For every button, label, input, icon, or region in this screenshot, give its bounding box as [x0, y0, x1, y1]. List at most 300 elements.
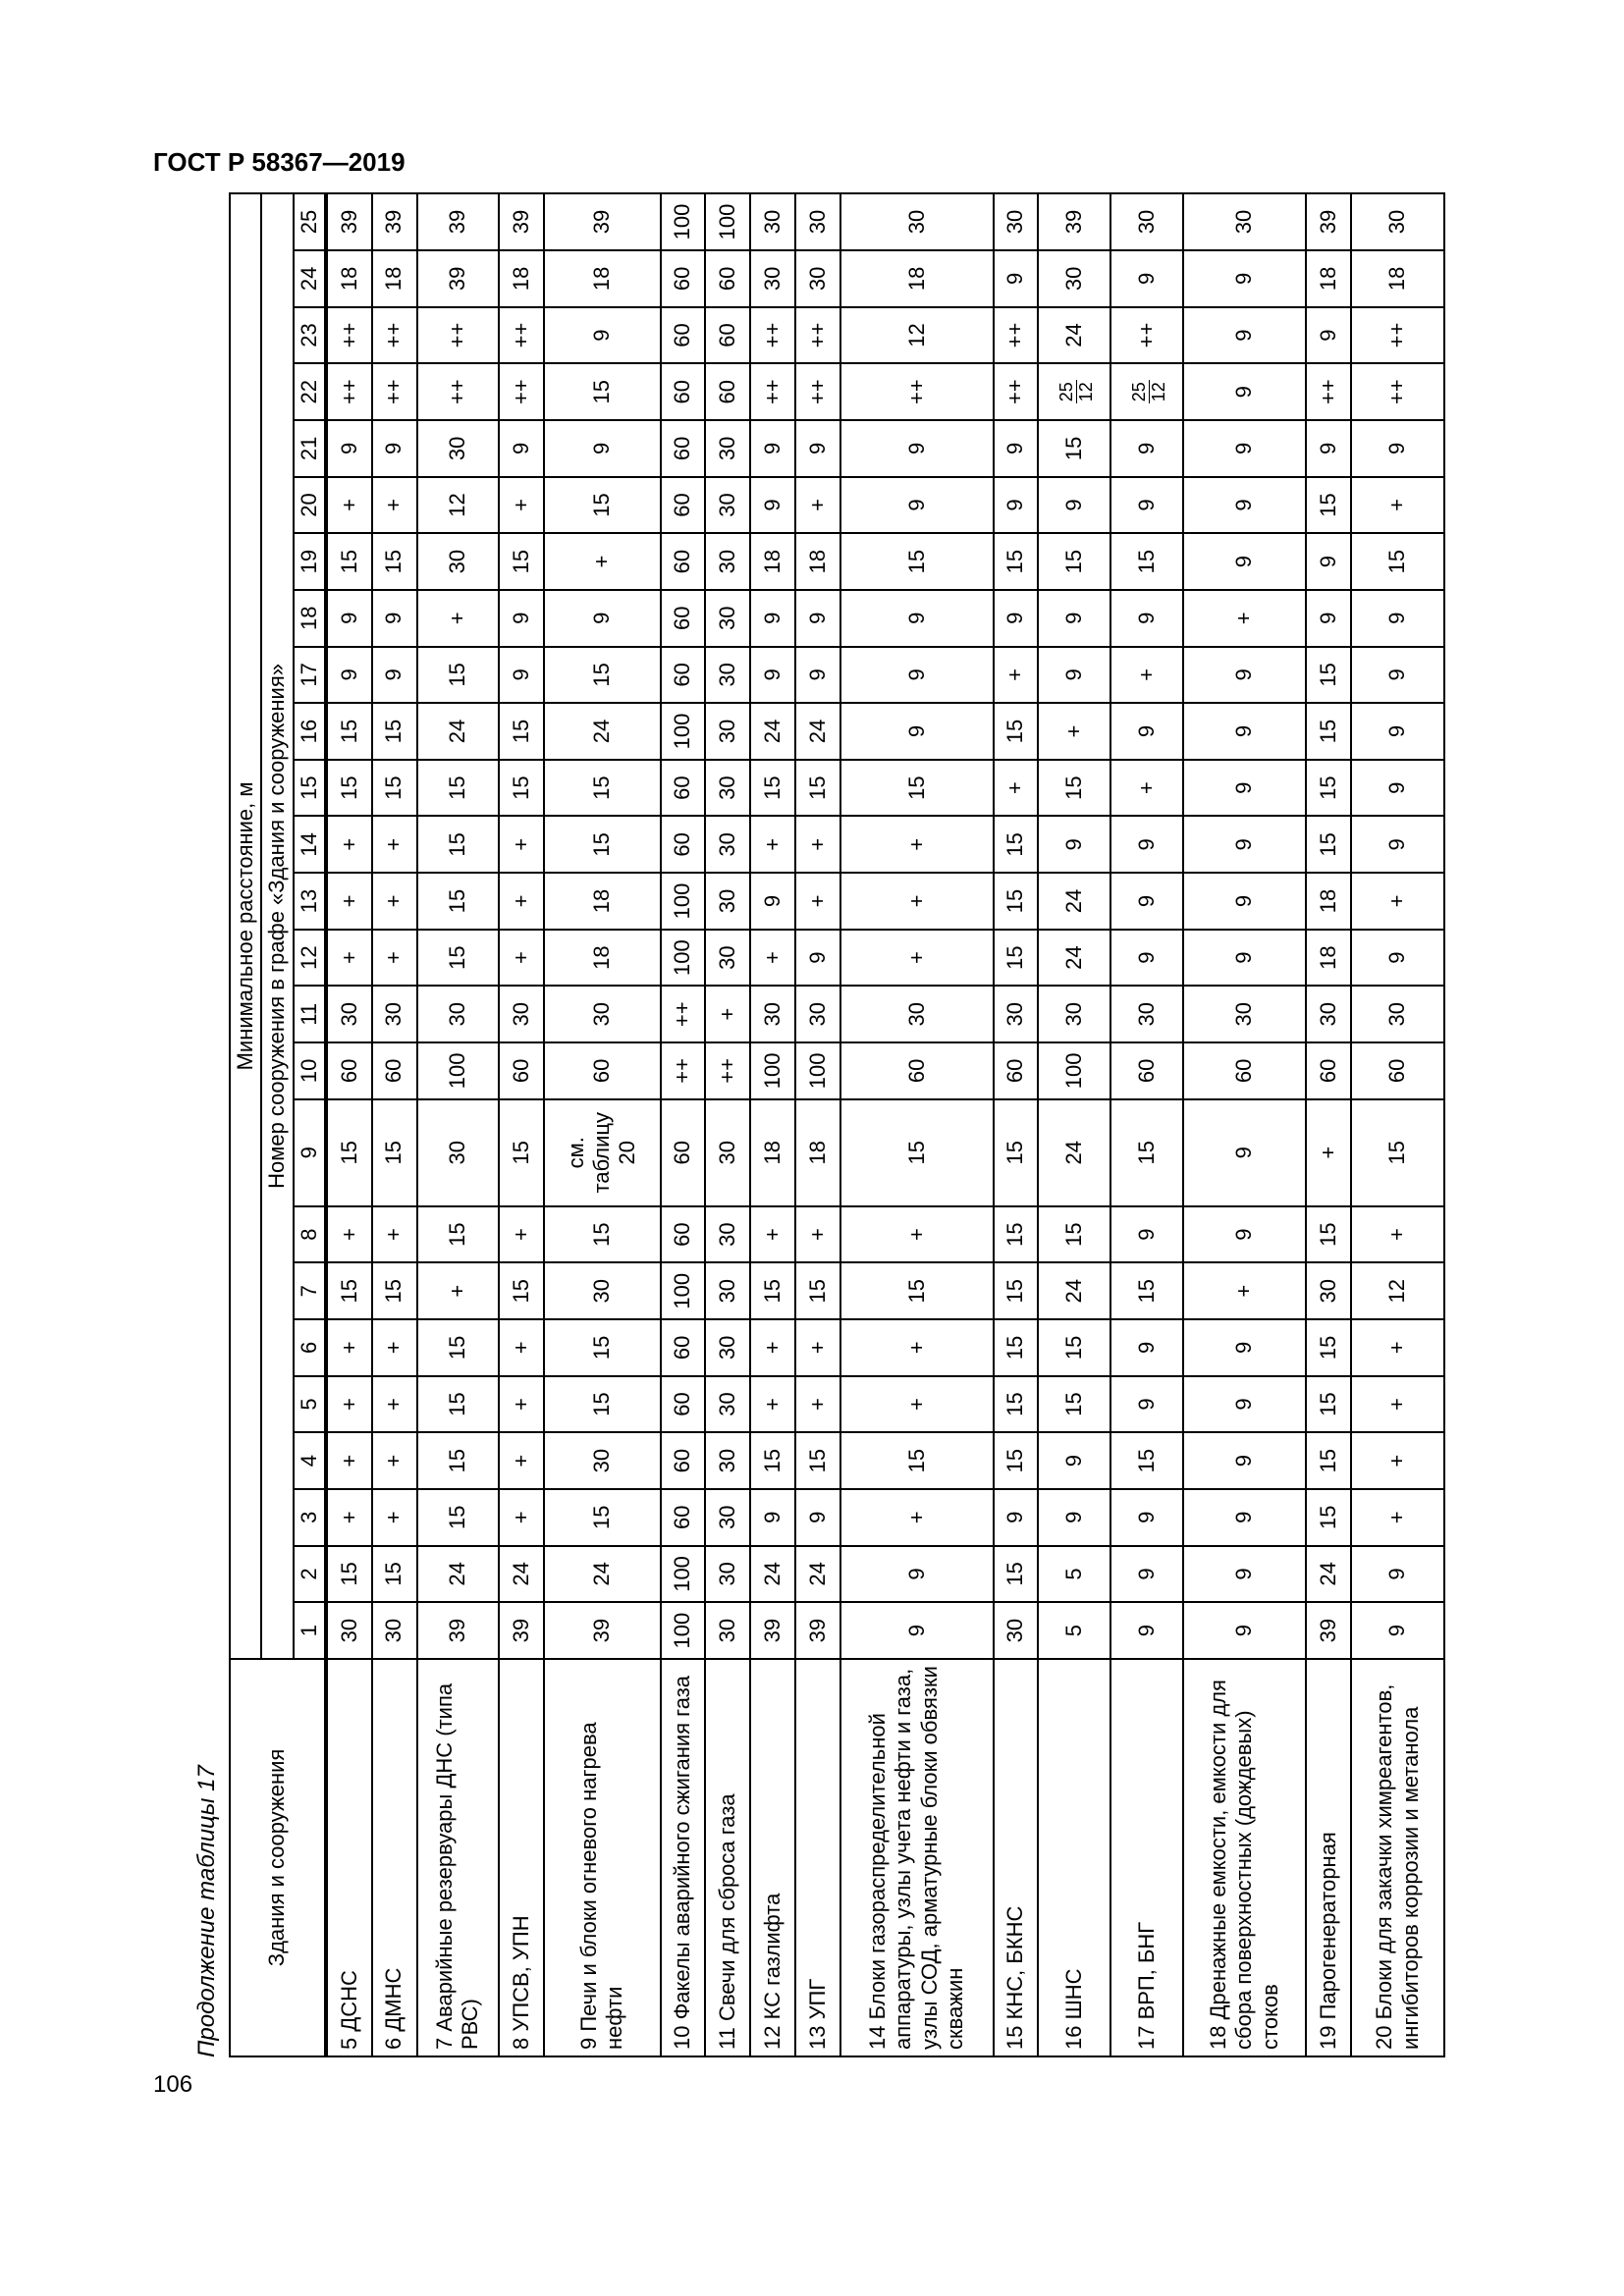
- table-cell: 15: [326, 1099, 371, 1206]
- table-cell: 30: [705, 1602, 750, 1659]
- table-cell: +: [544, 533, 661, 590]
- table-cell: 9: [1351, 420, 1444, 477]
- table-cell: 9: [1183, 1376, 1306, 1433]
- table-cell: 18: [750, 1099, 795, 1206]
- table-cell: 60: [661, 420, 706, 477]
- table-cell: 24: [795, 1546, 840, 1603]
- table-cell: 15: [499, 760, 544, 817]
- table-cell: +: [795, 1376, 840, 1433]
- table-cell: 9: [1183, 533, 1306, 590]
- table-cell: 15: [750, 1262, 795, 1319]
- table-cell: 30: [705, 760, 750, 817]
- table-cell: 30: [705, 1262, 750, 1319]
- table-cell: 9: [840, 647, 993, 704]
- table-cell: 15: [544, 1376, 661, 1433]
- row-label: 20 Блоки для закачки химреагентов, ингибиторов коррозии и метанола: [1351, 1659, 1444, 2056]
- table-cell: 15: [994, 930, 1039, 987]
- table-cell: 9: [840, 703, 993, 760]
- table-cell: ++: [499, 363, 544, 420]
- table-cell: 24: [417, 1546, 500, 1603]
- table-cell: ++: [372, 363, 417, 420]
- row-label: 19 Парогенераторная: [1306, 1659, 1351, 2056]
- table-cell: 18: [1351, 250, 1444, 307]
- table-cell: 15: [417, 647, 500, 704]
- table-cell: 15: [994, 1262, 1039, 1319]
- row-label: 9 Печи и блоки огневого нагрева нефти: [544, 1659, 661, 2056]
- column-number-header: 11: [294, 986, 326, 1042]
- table-cell: +: [326, 930, 371, 987]
- table-cell: +: [499, 1206, 544, 1263]
- table-cell: 60: [705, 307, 750, 364]
- group-header: Минимальное расстояние, м: [230, 193, 261, 1659]
- table-cell: 9: [372, 590, 417, 647]
- table-cell: 15: [417, 930, 500, 987]
- table-cell: 15: [1038, 533, 1110, 590]
- column-number-header: 23: [294, 307, 326, 364]
- table-cell: 15: [1110, 1262, 1183, 1319]
- table-cell: 30: [705, 477, 750, 534]
- table-cell: 9: [1183, 817, 1306, 874]
- column-number-header: 3: [294, 1489, 326, 1546]
- table-cell: 9: [1038, 590, 1110, 647]
- column-number-header: 14: [294, 817, 326, 874]
- distance-table: [229, 192, 1445, 2057]
- table-cell: +: [499, 1489, 544, 1546]
- table-cell: 30: [544, 1432, 661, 1489]
- table-cell: 9: [1351, 647, 1444, 704]
- column-number-header: 19: [294, 533, 326, 590]
- table-cell: 9: [795, 420, 840, 477]
- fraction-denominator: 12: [1149, 382, 1169, 402]
- table-cell: 9: [1110, 873, 1183, 930]
- table-cell: +: [326, 1376, 371, 1433]
- table-cell: 30: [705, 873, 750, 930]
- table-row: [1306, 193, 1351, 2056]
- table-cell: 9: [1183, 1206, 1306, 1263]
- table-cell: 9: [544, 307, 661, 364]
- table-cell: 9: [840, 477, 993, 534]
- table-cell: 30: [705, 1546, 750, 1603]
- table-cell: 9: [1183, 477, 1306, 534]
- table-cell: 9: [1351, 930, 1444, 987]
- table-caption: Продолжение таблицы 17: [193, 1765, 220, 2057]
- row-label: 11 Свечи для сброса газа: [705, 1659, 750, 2056]
- table-cell: 18: [795, 1099, 840, 1206]
- table-cell: [1110, 363, 1183, 420]
- column-number-header: 6: [294, 1319, 326, 1376]
- column-number-header: 22: [294, 363, 326, 420]
- row-label: 18 Дренажные емкости, емкости для сбора поверхностных (дождевых) стоков: [1183, 1659, 1306, 2056]
- table-row: [326, 193, 371, 2056]
- table-cell: 9: [795, 930, 840, 987]
- table-cell: 60: [372, 1042, 417, 1099]
- table-cell: 39: [417, 1602, 500, 1659]
- table-cell: ++: [705, 1042, 750, 1099]
- table-cell: +: [372, 817, 417, 874]
- table-cell: 60: [661, 1319, 706, 1376]
- table-cell: ++: [795, 363, 840, 420]
- column-number-header: 13: [294, 873, 326, 930]
- table-cell: 15: [750, 1432, 795, 1489]
- table-cell: 15: [417, 817, 500, 874]
- table-cell: 24: [1306, 1546, 1351, 1603]
- table-cell: +: [1183, 1262, 1306, 1319]
- table-cell: +: [840, 1489, 993, 1546]
- column-number-header: 25: [294, 193, 326, 250]
- table-cell: 30: [750, 193, 795, 250]
- table-cell: 60: [661, 647, 706, 704]
- table-cell: 30: [994, 193, 1039, 250]
- table-cell: 100: [750, 1042, 795, 1099]
- table-cell: 9: [1183, 307, 1306, 364]
- table-cell: +: [326, 1206, 371, 1263]
- table-cell: 30: [705, 930, 750, 987]
- table-cell: 15: [994, 533, 1039, 590]
- table-cell: 15: [417, 1206, 500, 1263]
- corner-header: Здания и сооружения: [230, 1659, 326, 2056]
- table-cell: 30: [326, 1602, 371, 1659]
- table-cell: 9: [994, 590, 1039, 647]
- table-cell: ++: [750, 363, 795, 420]
- table-cell: 15: [994, 703, 1039, 760]
- table-cell: 9: [795, 1489, 840, 1546]
- table-cell: 15: [994, 873, 1039, 930]
- row-label: 12 КС газлифта: [750, 1659, 795, 2056]
- table-cell: 18: [1306, 873, 1351, 930]
- table-cell: 15: [1306, 1206, 1351, 1263]
- table-cell: 24: [417, 703, 500, 760]
- column-number-header: 16: [294, 703, 326, 760]
- table-cell: 9: [1110, 1206, 1183, 1263]
- table-cell: 9: [1351, 703, 1444, 760]
- table-cell: 9: [1110, 1376, 1183, 1433]
- table-row: [417, 193, 500, 2056]
- table-cell: 15: [994, 817, 1039, 874]
- table-cell: 30: [840, 986, 993, 1042]
- column-number-header: 12: [294, 930, 326, 987]
- table-cell: +: [499, 477, 544, 534]
- table-cell: 9: [1038, 477, 1110, 534]
- table-cell: 9: [326, 590, 371, 647]
- table-cell: 30: [1183, 193, 1306, 250]
- table-cell: 60: [1306, 1042, 1351, 1099]
- table-cell: 18: [544, 930, 661, 987]
- table-cell: 15: [1038, 760, 1110, 817]
- table-cell: 30: [417, 533, 500, 590]
- table-cell: 100: [1038, 1042, 1110, 1099]
- table-cell: 60: [661, 1376, 706, 1433]
- table-cell: 9: [1183, 1489, 1306, 1546]
- table-cell: 9: [499, 420, 544, 477]
- table-cell: 60: [661, 817, 706, 874]
- table-cell: 15: [1306, 760, 1351, 817]
- table-cell: 60: [499, 1042, 544, 1099]
- table-cell: +: [1183, 590, 1306, 647]
- table-cell: 9: [1110, 1489, 1183, 1546]
- table-cell: 15: [326, 533, 371, 590]
- table-cell: +: [795, 477, 840, 534]
- table-cell: +: [1351, 1206, 1444, 1263]
- table-cell: 30: [1183, 986, 1306, 1042]
- table-cell: 9: [1183, 1546, 1306, 1603]
- table-cell: 15: [499, 703, 544, 760]
- table-cell: 100: [661, 1262, 706, 1319]
- table-cell: ++: [1351, 363, 1444, 420]
- table-cell: +: [372, 873, 417, 930]
- table-cell: 15: [544, 363, 661, 420]
- table-cell: +: [1351, 1376, 1444, 1433]
- fraction-value: [1130, 380, 1168, 403]
- table-cell: 60: [1183, 1042, 1306, 1099]
- table-cell: 30: [705, 817, 750, 874]
- table-cell: 30: [840, 193, 993, 250]
- table-cell: 100: [661, 1602, 706, 1659]
- table-cell: 15: [1110, 1099, 1183, 1206]
- table-cell: 24: [795, 703, 840, 760]
- table-cell: 9: [795, 590, 840, 647]
- table-cell: 9: [372, 420, 417, 477]
- table-cell: 9: [1110, 703, 1183, 760]
- table-cell: 9: [994, 477, 1039, 534]
- table-cell: 15: [499, 1262, 544, 1319]
- table-cell: 15: [1306, 1319, 1351, 1376]
- table-cell: 30: [705, 1206, 750, 1263]
- table-cell: +: [326, 873, 371, 930]
- table-cell: 15: [840, 760, 993, 817]
- table-cell: +: [372, 477, 417, 534]
- table-row: [544, 193, 661, 2056]
- table-cell: 15: [1306, 817, 1351, 874]
- table-body: [326, 193, 1444, 2056]
- table-cell: 9: [840, 1546, 993, 1603]
- table-cell: 9: [544, 420, 661, 477]
- table-cell: 9: [750, 420, 795, 477]
- table-cell: 30: [1110, 986, 1183, 1042]
- table-head: [230, 193, 326, 2056]
- table-cell: [1038, 363, 1110, 420]
- table-cell: 18: [544, 873, 661, 930]
- table-cell: 18: [750, 533, 795, 590]
- table-cell: 9: [1183, 420, 1306, 477]
- table-cell: 9: [840, 590, 993, 647]
- table-cell: 15: [544, 647, 661, 704]
- table-cell: 60: [661, 250, 706, 307]
- table-cell: 15: [499, 1099, 544, 1206]
- table-cell: 24: [1038, 1262, 1110, 1319]
- table-cell: 9: [1351, 590, 1444, 647]
- table-cell: +: [1351, 477, 1444, 534]
- row-label: 14 Блоки газораспределительной аппаратуры, узлы учета нефти и газа, узлы СОД, арматурные блоки обвязки скважин: [840, 1659, 993, 2056]
- table-cell: 39: [544, 1602, 661, 1659]
- table-cell: +: [795, 817, 840, 874]
- column-number-header: 5: [294, 1376, 326, 1433]
- table-cell: 12: [840, 307, 993, 364]
- table-cell: 9: [1110, 420, 1183, 477]
- table-cell: 30: [1038, 250, 1110, 307]
- table-cell: ++: [326, 363, 371, 420]
- table-cell: 15: [1306, 1376, 1351, 1433]
- table-row: [705, 193, 750, 2056]
- table-cell: +: [840, 1376, 993, 1433]
- table-cell: см. таблицу 20: [544, 1099, 661, 1206]
- table-cell: ++: [499, 307, 544, 364]
- table-row: [1110, 193, 1183, 2056]
- table-cell: 9: [750, 1489, 795, 1546]
- table-cell: 5: [1038, 1546, 1110, 1603]
- table-cell: ++: [661, 986, 706, 1042]
- document-header: ГОСТ Р 58367—2019: [153, 147, 406, 177]
- table-cell: 24: [1038, 1099, 1110, 1206]
- table-cell: 15: [326, 1262, 371, 1319]
- table-cell: 9: [1306, 307, 1351, 364]
- table-cell: 30: [705, 1376, 750, 1433]
- table-cell: 15: [840, 1099, 993, 1206]
- table-cell: 39: [417, 250, 500, 307]
- table-cell: 60: [661, 1489, 706, 1546]
- table-cell: +: [750, 930, 795, 987]
- table-cell: 9: [994, 250, 1039, 307]
- column-number-header: 24: [294, 250, 326, 307]
- table-cell: +: [372, 1376, 417, 1433]
- table-cell: 9: [1110, 590, 1183, 647]
- table-cell: +: [840, 1319, 993, 1376]
- table-cell: 9: [750, 873, 795, 930]
- table-cell: 39: [326, 193, 371, 250]
- row-label: 7 Аварийные резервуары ДНС (типа РВС): [417, 1659, 500, 2056]
- table-cell: 9: [1183, 1099, 1306, 1206]
- table-cell: 15: [1038, 420, 1110, 477]
- table-cell: 15: [326, 1546, 371, 1603]
- table-cell: 9: [1306, 533, 1351, 590]
- row-label: 17 ВРП, БНГ: [1110, 1659, 1183, 2056]
- table-cell: 15: [1351, 533, 1444, 590]
- table-cell: +: [417, 1262, 500, 1319]
- table-cell: 9: [1038, 1489, 1110, 1546]
- table-cell: 30: [750, 986, 795, 1042]
- fraction-value: [1057, 380, 1096, 403]
- table-cell: ++: [417, 363, 500, 420]
- column-number-header: 7: [294, 1262, 326, 1319]
- table-cell: +: [1351, 1319, 1444, 1376]
- column-number-header: 4: [294, 1432, 326, 1489]
- table-cell: +: [499, 930, 544, 987]
- table-cell: 9: [1183, 647, 1306, 704]
- table-cell: +: [372, 1432, 417, 1489]
- table-cell: 9: [750, 477, 795, 534]
- table-cell: ++: [795, 307, 840, 364]
- table-cell: +: [840, 930, 993, 987]
- table-cell: 9: [1110, 1546, 1183, 1603]
- table-cell: 15: [840, 533, 993, 590]
- table-cell: 30: [1351, 986, 1444, 1042]
- table-cell: 18: [326, 250, 371, 307]
- table-cell: +: [1110, 647, 1183, 704]
- table-cell: 60: [661, 590, 706, 647]
- table-cell: +: [372, 930, 417, 987]
- table-cell: 100: [417, 1042, 500, 1099]
- table-cell: 60: [661, 307, 706, 364]
- table-cell: 15: [994, 1432, 1039, 1489]
- table-cell: 15: [372, 1099, 417, 1206]
- table-cell: 60: [661, 363, 706, 420]
- table-cell: 15: [544, 477, 661, 534]
- table-cell: +: [795, 1206, 840, 1263]
- table-cell: 9: [1038, 1432, 1110, 1489]
- table-cell: 9: [1351, 1546, 1444, 1603]
- table-cell: 9: [1183, 1602, 1306, 1659]
- table-cell: 24: [1038, 873, 1110, 930]
- row-label: 16 ШНС: [1038, 1659, 1110, 2056]
- table-cell: 18: [499, 250, 544, 307]
- table-cell: 30: [705, 420, 750, 477]
- table-cell: ++: [994, 363, 1039, 420]
- table-cell: 24: [750, 1546, 795, 1603]
- table-cell: ++: [1110, 307, 1183, 364]
- table-cell: 24: [544, 703, 661, 760]
- row-label: 13 УПГ: [795, 1659, 840, 2056]
- table-cell: 30: [705, 703, 750, 760]
- table-cell: 60: [1110, 1042, 1183, 1099]
- table-cell: 9: [840, 1602, 993, 1659]
- table-cell: 15: [417, 873, 500, 930]
- table-cell: 9: [1183, 930, 1306, 987]
- table-cell: ++: [1306, 363, 1351, 420]
- table-cell: +: [795, 1319, 840, 1376]
- table-row: [1351, 193, 1444, 2056]
- table-cell: 30: [544, 1262, 661, 1319]
- table-cell: +: [705, 986, 750, 1042]
- table-cell: 30: [994, 986, 1039, 1042]
- table-cell: 15: [372, 703, 417, 760]
- table-cell: 9: [1038, 647, 1110, 704]
- fraction-denominator: 12: [1076, 382, 1097, 402]
- table-cell: 39: [499, 193, 544, 250]
- table-cell: 12: [417, 477, 500, 534]
- column-number-header: 21: [294, 420, 326, 477]
- table-cell: 30: [1038, 986, 1110, 1042]
- table-cell: +: [499, 1432, 544, 1489]
- table-cell: ++: [326, 307, 371, 364]
- table-cell: 30: [705, 1489, 750, 1546]
- table-cell: 9: [499, 590, 544, 647]
- table-cell: 9: [326, 420, 371, 477]
- distance-table-container: [229, 192, 1445, 2057]
- table-cell: 15: [417, 1432, 500, 1489]
- table-cell: 30: [705, 590, 750, 647]
- table-cell: +: [1038, 703, 1110, 760]
- table-row: [372, 193, 417, 2056]
- table-cell: 15: [1306, 477, 1351, 534]
- table-cell: 9: [1110, 250, 1183, 307]
- table-cell: +: [750, 1206, 795, 1263]
- table-cell: 9: [1110, 477, 1183, 534]
- table-cell: 9: [795, 647, 840, 704]
- column-number-header: 8: [294, 1206, 326, 1263]
- table-cell: 39: [417, 193, 500, 250]
- row-label: 6 ДМНС: [372, 1659, 417, 2056]
- rotated-table-block: [193, 192, 1445, 2057]
- table-cell: 15: [372, 760, 417, 817]
- table-cell: 15: [795, 1432, 840, 1489]
- table-cell: +: [499, 1319, 544, 1376]
- table-cell: +: [840, 1206, 993, 1263]
- table-cell: 30: [372, 1602, 417, 1659]
- table-cell: 15: [840, 1432, 993, 1489]
- table-cell: 5: [1038, 1602, 1110, 1659]
- table-row: [994, 193, 1039, 2056]
- table-cell: 15: [1038, 1319, 1110, 1376]
- table-cell: 9: [1110, 817, 1183, 874]
